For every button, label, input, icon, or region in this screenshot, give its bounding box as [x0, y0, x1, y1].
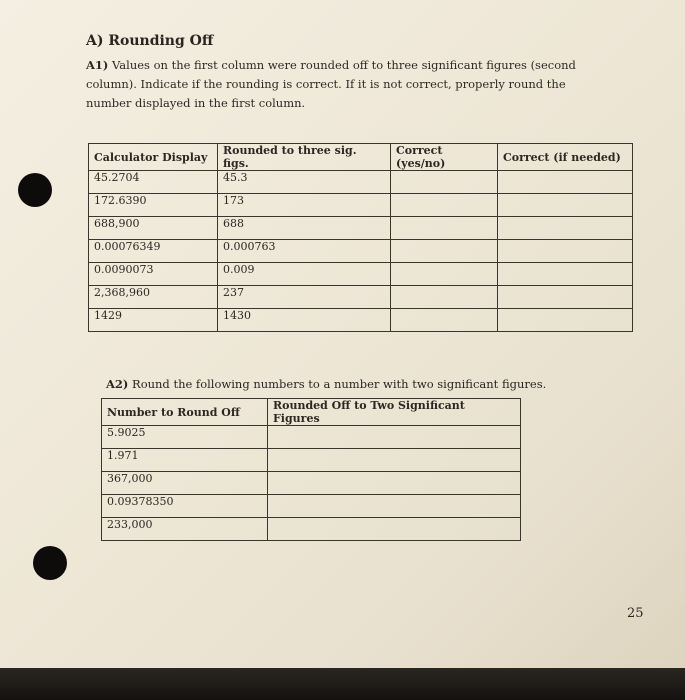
answer-cell[interactable]	[268, 495, 521, 518]
header-number-to-round: Number to Round Off	[102, 399, 268, 426]
correct-if-needed-cell[interactable]	[498, 286, 633, 309]
a1-label: A1)	[86, 58, 109, 72]
a2-instructions	[106, 377, 546, 391]
table-row	[102, 426, 521, 449]
table-row	[102, 495, 521, 518]
calculator-display-cell: 45.2704	[89, 171, 218, 194]
number-to-round-cell: 233,000	[102, 518, 268, 541]
number-to-round-cell: 5.9025	[102, 426, 268, 449]
a1-text: Values on the first column were rounded off to three significant figures (second column). Indicate if the rounding is correct. If it is not correct, properly round the number displayed in the first column.	[86, 58, 576, 110]
correct-yes-no-cell[interactable]	[391, 194, 498, 217]
table-row	[89, 240, 633, 263]
background-surface	[0, 668, 685, 700]
rounding-table	[88, 143, 633, 332]
header-correct-if-needed: Correct (if needed)	[498, 144, 633, 171]
correct-yes-no-cell[interactable]	[391, 263, 498, 286]
two-sig-figs-table	[101, 398, 521, 541]
table-row	[89, 217, 633, 240]
correct-if-needed-cell[interactable]	[498, 309, 633, 332]
answer-cell[interactable]	[268, 426, 521, 449]
table-row	[102, 472, 521, 495]
page-number: 25	[627, 606, 644, 621]
rounded-value-cell: 0.000763	[218, 240, 391, 263]
table-row	[89, 263, 633, 286]
table-header-row	[89, 144, 633, 171]
rounded-value-cell: 1430	[218, 309, 391, 332]
a2-text: Round the following numbers to a number with two significant figures.	[132, 377, 547, 391]
correct-if-needed-cell[interactable]	[498, 240, 633, 263]
correct-yes-no-cell[interactable]	[391, 217, 498, 240]
correct-if-needed-cell[interactable]	[498, 194, 633, 217]
binder-hole	[18, 173, 52, 207]
rounded-value-cell: 0.009	[218, 263, 391, 286]
calculator-display-cell: 0.0090073	[89, 263, 218, 286]
calculator-display-cell: 1429	[89, 309, 218, 332]
correct-yes-no-cell[interactable]	[391, 171, 498, 194]
header-calculator-display: Calculator Display	[89, 144, 218, 171]
header-rounded-three-sig-figs: Rounded to three sig. figs.	[218, 144, 391, 171]
answer-cell[interactable]	[268, 449, 521, 472]
calculator-display-cell: 172.6390	[89, 194, 218, 217]
table-row	[89, 171, 633, 194]
rounded-value-cell: 45.3	[218, 171, 391, 194]
a2-label: A2)	[106, 377, 129, 391]
number-to-round-cell: 367,000	[102, 472, 268, 495]
number-to-round-cell: 0.09378350	[102, 495, 268, 518]
rounded-value-cell: 237	[218, 286, 391, 309]
table-row	[102, 518, 521, 541]
rounded-value-cell: 173	[218, 194, 391, 217]
answer-cell[interactable]	[268, 518, 521, 541]
correct-if-needed-cell[interactable]	[498, 217, 633, 240]
table-header-row	[102, 399, 521, 426]
table-row	[89, 194, 633, 217]
correct-yes-no-cell[interactable]	[391, 286, 498, 309]
calculator-display-cell: 688,900	[89, 217, 218, 240]
a1-instructions	[86, 56, 606, 113]
correct-if-needed-cell[interactable]	[498, 263, 633, 286]
header-correct-yes-no: Correct (yes/no)	[391, 144, 498, 171]
calculator-display-cell: 2,368,960	[89, 286, 218, 309]
answer-cell[interactable]	[268, 472, 521, 495]
binder-hole	[33, 546, 67, 580]
header-rounded-two-sig-figs: Rounded Off to Two Significant Figures	[268, 399, 521, 426]
correct-if-needed-cell[interactable]	[498, 171, 633, 194]
table-row	[89, 286, 633, 309]
rounded-value-cell: 688	[218, 217, 391, 240]
table-row	[102, 449, 521, 472]
number-to-round-cell: 1.971	[102, 449, 268, 472]
correct-yes-no-cell[interactable]	[391, 309, 498, 332]
correct-yes-no-cell[interactable]	[391, 240, 498, 263]
table-row	[89, 309, 633, 332]
section-heading: A) Rounding Off	[86, 33, 214, 49]
calculator-display-cell: 0.00076349	[89, 240, 218, 263]
